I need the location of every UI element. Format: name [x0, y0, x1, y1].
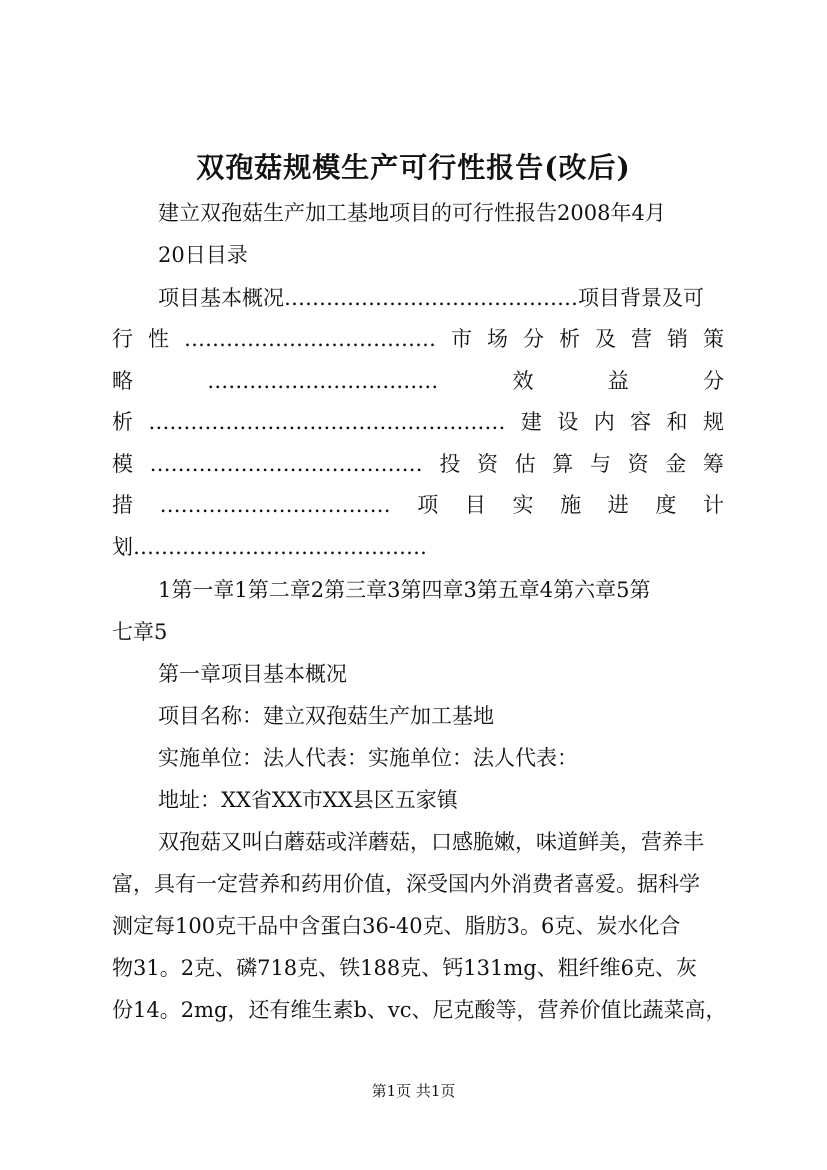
subtitle-line-2: 20日目录: [158, 243, 248, 267]
toc-row-1: 项目基本概况……………………………………项目背景及可: [158, 286, 704, 310]
toc-row-6: [112, 490, 724, 520]
toc-leader: …………………………………: [149, 452, 423, 476]
address: 地址：XX省XX市XX县区五家镇: [158, 788, 458, 812]
toc-glyph: 销: [667, 327, 688, 351]
toc-glyph: 资: [627, 452, 649, 476]
toc-glyph: 析: [112, 410, 133, 434]
paragraph-line: 双孢菇又叫白蘑菇或洋蘑菇，口感脆嫩，味道鲜美，营养丰: [158, 830, 704, 854]
toc-row-4: [112, 407, 724, 437]
toc-glyph: 算: [552, 452, 574, 476]
subtitle-line-1: 建立双孢菇生产加工基地项目的可行性报告2008年4月: [158, 201, 666, 225]
toc-glyph: 筹: [702, 452, 724, 476]
toc-glyph: 金: [665, 452, 687, 476]
toc-glyph: 策: [703, 327, 724, 351]
toc-glyph: 施: [560, 493, 582, 517]
toc-row-3: [112, 366, 724, 396]
chapter-heading: 第一章项目基本概况: [158, 662, 347, 686]
project-name: 项目名称：建立双孢菇生产加工基地: [158, 704, 494, 728]
toc-leader: ………………………………: [184, 327, 436, 351]
toc-glyph: 性: [148, 327, 169, 351]
chapter-list-line-1: 1第一章1第二章2第三章3第四章3第五章4第六章5第: [158, 578, 651, 602]
toc-glyph: 益: [607, 369, 629, 393]
toc-glyph: 投: [439, 452, 461, 476]
toc-glyph: 规: [702, 410, 724, 434]
toc-glyph: 建: [520, 410, 542, 434]
toc-glyph: 措: [112, 493, 133, 517]
toc-glyph: 市: [451, 327, 472, 351]
paragraph-line: 份14。2mg，还有维生素b、vc、尼克酸等，营养价值比蔬菜高，: [112, 998, 727, 1022]
toc-glyph: 估: [514, 452, 536, 476]
toc-glyph: 效: [512, 369, 534, 393]
toc-glyph: 资: [476, 452, 498, 476]
toc-glyph: 场: [487, 327, 508, 351]
toc-glyph: 容: [630, 410, 652, 434]
toc-glyph: 模: [112, 452, 133, 476]
document-title: 双孢菇规模生产可行性报告(改后): [196, 151, 631, 184]
chapter-list-line-2: 七章5: [112, 620, 168, 644]
toc-glyph: 目: [464, 493, 486, 517]
toc-leader: ……………………………: [207, 369, 439, 393]
toc-glyph: 和: [666, 410, 688, 434]
implementing-unit: 实施单位：法人代表：实施单位：法人代表：: [158, 746, 578, 770]
toc-glyph: 内: [593, 410, 615, 434]
toc-row-5: [112, 449, 724, 479]
paragraph-line: 富，具有一定营养和药用价值，深受国内外消费者喜爱。据科学: [112, 872, 700, 896]
toc-glyph: 分: [703, 369, 724, 393]
toc-glyph: 营: [631, 327, 652, 351]
toc-glyph: 实: [512, 493, 534, 517]
toc-glyph: 分: [523, 327, 544, 351]
toc-glyph: 与: [589, 452, 611, 476]
toc-row-7: 划……………………………………: [112, 535, 427, 559]
paragraph-line: 物31。2克、磷718克、铁188克、钙131mg、粗纤维6克、灰: [112, 956, 698, 980]
toc-leader: ……………………………: [159, 493, 391, 517]
toc-glyph: 略: [112, 369, 133, 393]
toc-glyph: 行: [112, 327, 133, 351]
toc-leader: ……………………………………………: [148, 410, 506, 434]
toc-row-2: [112, 324, 724, 354]
paragraph-line: 测定每100克干品中含蛋白36-40克、脂肪3。6克、炭水化合: [112, 914, 681, 938]
toc-glyph: 进: [607, 493, 629, 517]
toc-glyph: 项: [417, 493, 439, 517]
toc-glyph: 及: [595, 327, 616, 351]
toc-glyph: 度: [655, 493, 677, 517]
toc-glyph: 析: [559, 327, 580, 351]
toc-glyph: 设: [557, 410, 579, 434]
page-footer: 第1页 共1页: [371, 1082, 456, 1100]
toc-glyph: 计: [703, 493, 724, 517]
